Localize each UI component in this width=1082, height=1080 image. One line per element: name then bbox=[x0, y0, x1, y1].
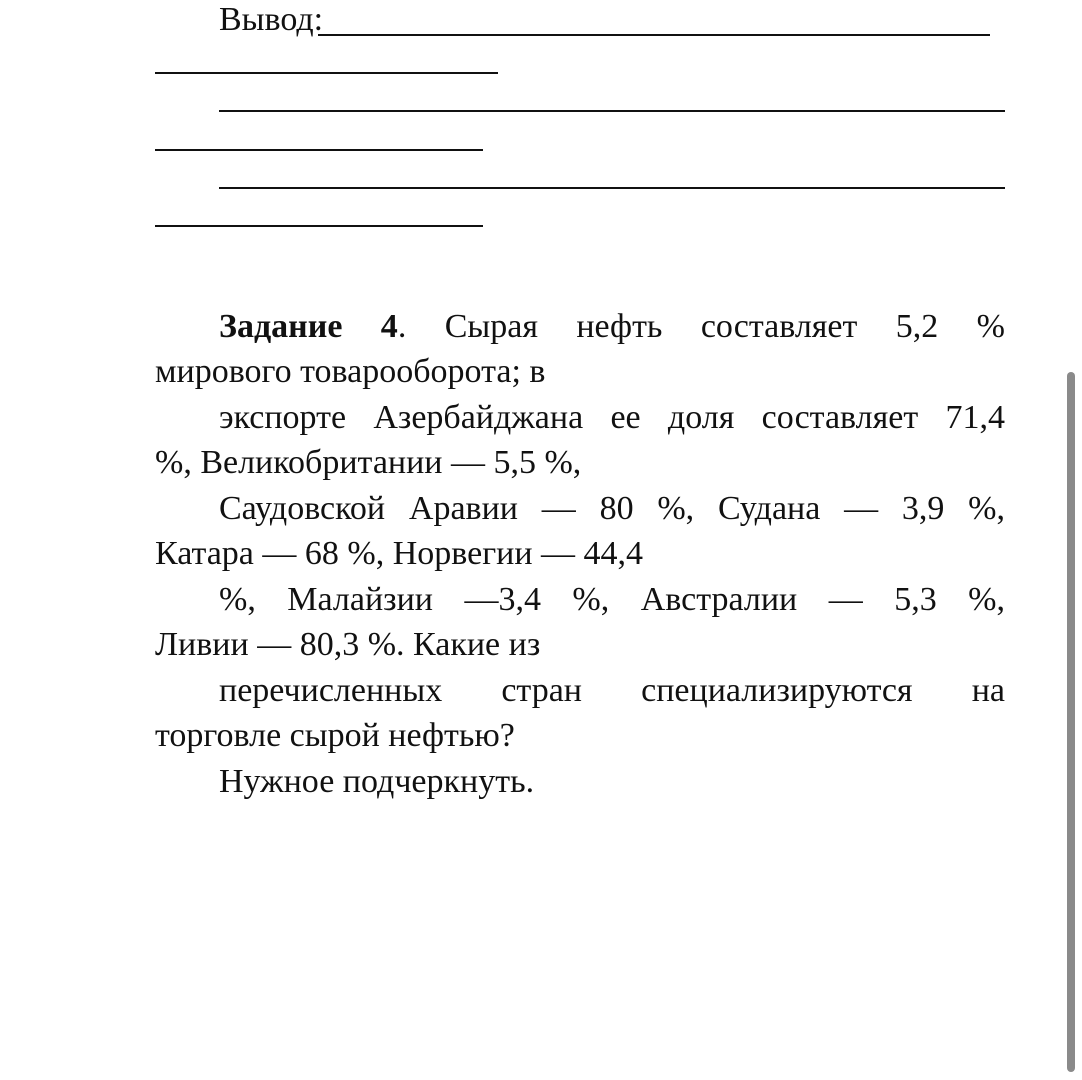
answer-line bbox=[219, 187, 1005, 189]
scrollbar-thumb[interactable] bbox=[1067, 372, 1075, 1072]
task-line-4: %, Великобритании — 5,5 %, bbox=[155, 444, 582, 481]
task-line-7: %, Малайзии —3,4 %, Австралии — 5,3 %, bbox=[219, 581, 1005, 618]
task-line-8: Ливии — 80,3 %. Какие из bbox=[155, 626, 541, 663]
answer-line bbox=[155, 72, 498, 74]
task-line-2: мирового товарооборота; в bbox=[155, 353, 546, 390]
task-line-10: торговле сырой нефтью? bbox=[155, 717, 515, 754]
task-line-1 bbox=[219, 307, 1005, 347]
task-line-11: Нужное подчеркнуть. bbox=[219, 763, 535, 800]
task-line-9: перечисленных стран специализируются на bbox=[219, 672, 1005, 709]
task-line-5: Саудовской Аравии — 80 %, Судана — 3,9 %, bbox=[219, 490, 1005, 527]
answer-line bbox=[318, 34, 990, 36]
task-title: Задание 4 bbox=[219, 308, 398, 345]
conclusion-label: Вывод: bbox=[219, 1, 324, 38]
task-line-6: Катара — 68 %, Норвегии — 44,4 bbox=[155, 535, 644, 572]
answer-line bbox=[155, 225, 483, 227]
task-text: . Сырая нефть составляет 5,2 % bbox=[397, 308, 1005, 345]
answer-line bbox=[155, 149, 483, 151]
task-line-3: экспорте Азербайджана ее доля составляет 71,4 bbox=[219, 399, 1005, 436]
answer-line bbox=[219, 110, 1005, 112]
